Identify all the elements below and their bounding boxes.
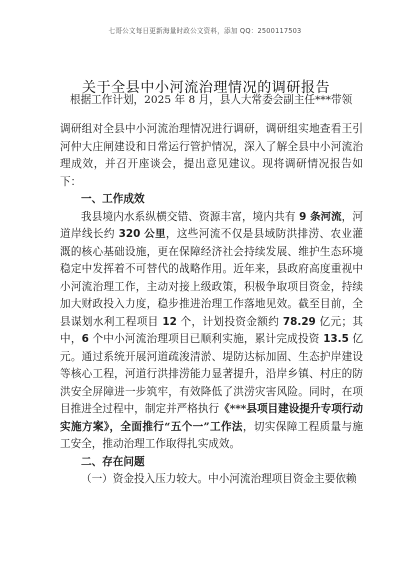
plan-title-bold: 《***县项目建设提升专项行动实施方案》，全面推行“五个一”工作法 bbox=[60, 403, 364, 433]
text-run: 个，计划投资金额约 bbox=[176, 315, 283, 328]
text-run: ，切实保障工程质量与施工安全，推动治理工作取得扎实成效。 bbox=[60, 420, 364, 450]
section-1-paragraph bbox=[60, 209, 363, 454]
project-count: 12 bbox=[162, 315, 177, 328]
planned-investment: 78.29 bbox=[282, 315, 316, 328]
shoreline-length: 320 公里 bbox=[118, 228, 166, 240]
document-body bbox=[60, 121, 363, 489]
section-2-heading: 二、存在问题 bbox=[81, 455, 145, 468]
document-subtitle: 根据工作计划，2025 年 8 月，县人大常委会副主任***带领 bbox=[70, 94, 353, 106]
text-run: 个中小河流治理项目已顺利实施，累计完成投资 bbox=[88, 333, 324, 345]
river-count: 9 条河流 bbox=[299, 210, 342, 223]
text-run: 亿元。通过系统开展河道疏浚清淤、堤防达标加固、生态护岸建设等核心工程，河道行洪排涝能力显著提升，沿岸乡镇、村庄的防洪安全屏障进一步筑牢，有效降低了洪涝灾害风险。同时，在项目推进全过程中，制定并严格执行 bbox=[60, 333, 364, 415]
implemented-count: 6 bbox=[81, 333, 89, 345]
text-run: ，这些河流不仅是县域防洪排涝、农业灌溉的核心基础设施，更在保障经济社会持续发展、维护生态环境稳定中发挥着不可替代的战略作用。近年来，县政府高度重视中小河流治理工作，主动对接上级政策，积极争取项目资金，持续加大财政投入力度，稳步推进治理工作落地见效。截至目前，全县谋划水利工程项目 bbox=[60, 228, 364, 328]
section-1-heading: 一、工作成效 bbox=[81, 193, 145, 205]
section-2-paragraph: （一）资金投入压力较大。中小河流治理项目资金主要依赖 bbox=[81, 473, 357, 485]
completed-investment: 13.5 bbox=[323, 333, 349, 345]
text-run: 亿元；其中， bbox=[60, 315, 363, 345]
intro-paragraph: 调研组对全县中小河流治理情况进行调研，调研组实地查看王引河仲大庄闸建设和日常运行管护情况，深入了解全县中小河流治理成效，并召开座谈会，提出意见建议。现将调研情况报告如下： bbox=[60, 123, 363, 188]
document-title: 关于全县中小河流治理情况的调研报告 bbox=[82, 80, 331, 96]
header-note: 七哥公文每日更新海量时政公文资料，添加 QQ：2500117503 bbox=[108, 27, 302, 35]
text-run: ，河道岸线长约 bbox=[60, 210, 363, 240]
text-run: 我县境内水系纵横交错、资源丰富，境内共有 bbox=[81, 210, 300, 223]
